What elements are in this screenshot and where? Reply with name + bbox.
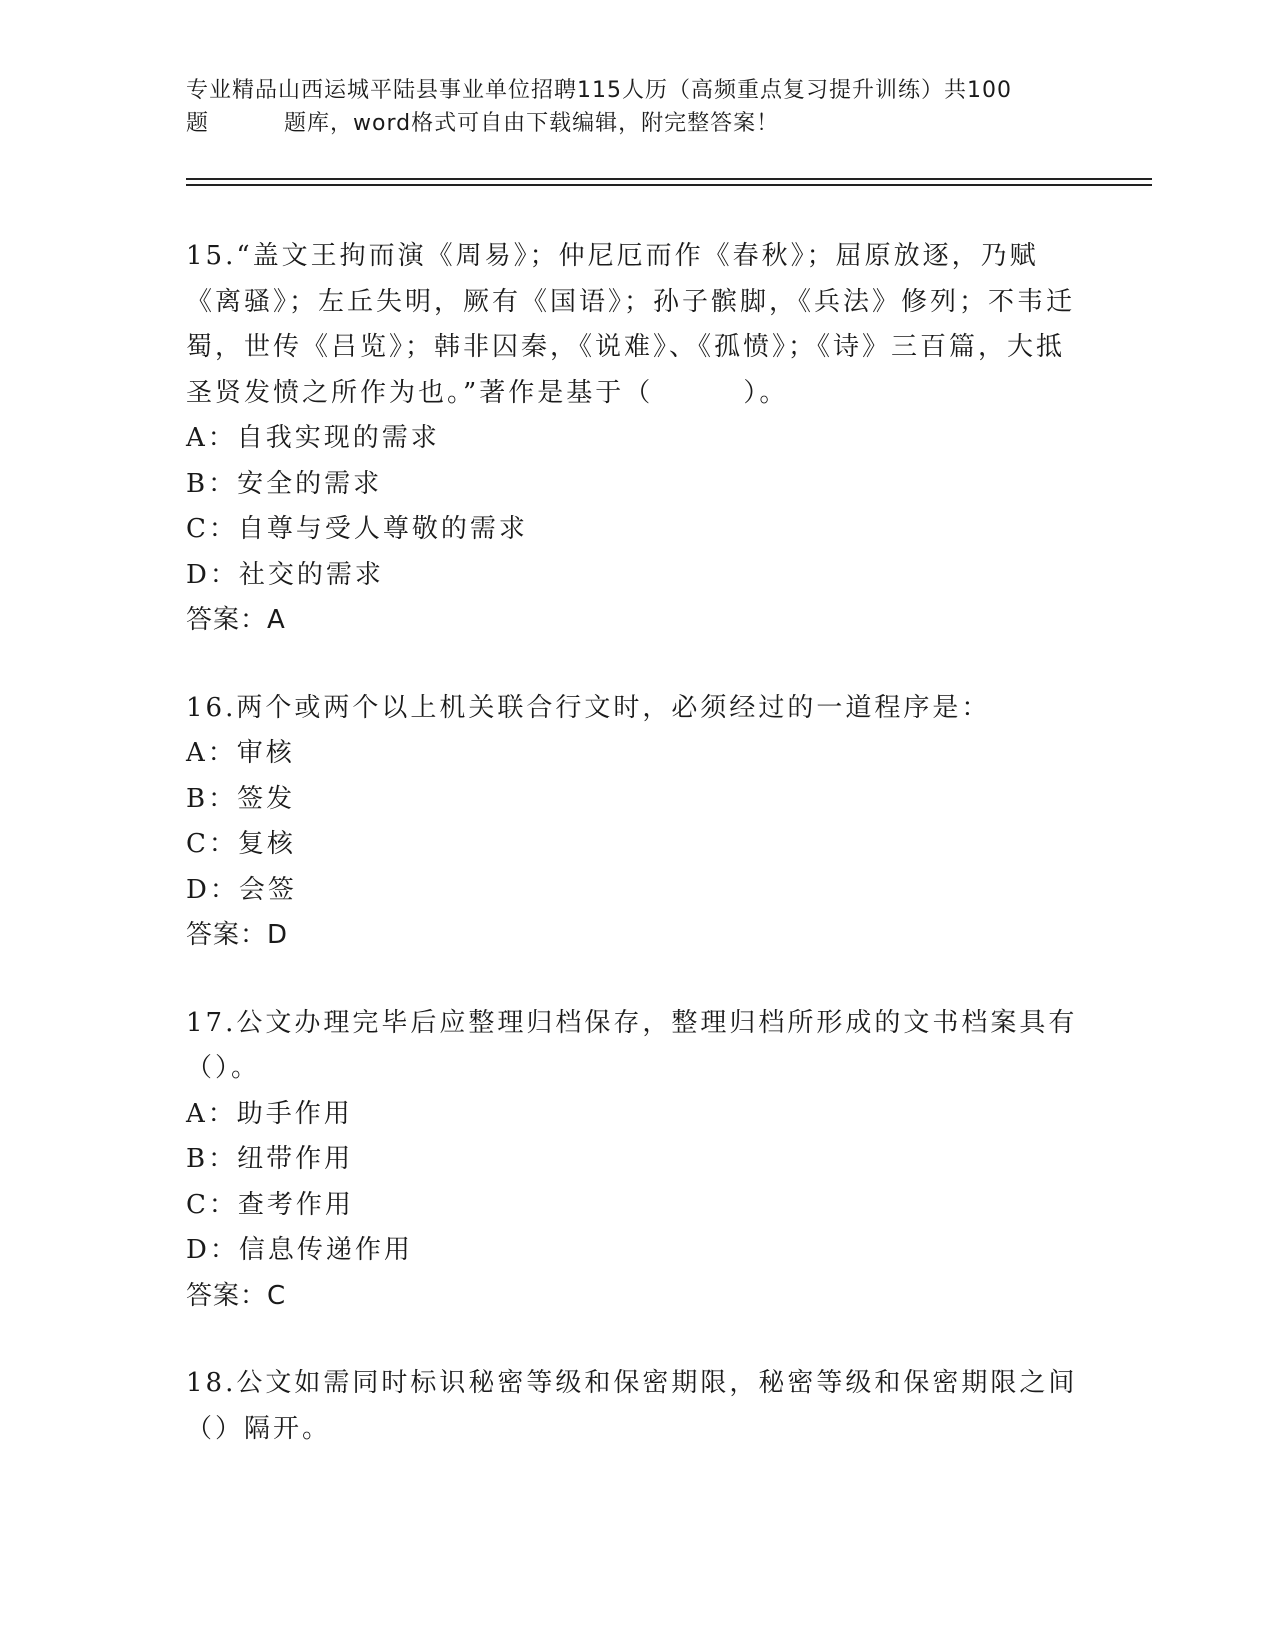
header-line2-lead: 题 [186, 111, 210, 136]
header-title-line2 [186, 107, 1086, 140]
question-15 [186, 234, 1086, 644]
question-text: 16.两个或两个以上机关联合行文时，必须经过的一道程序是： [186, 692, 991, 723]
option-d: D：信息传递作用 [186, 1235, 413, 1265]
option-d: D：会签 [186, 874, 297, 905]
question-text: 18.公文如需同时标识秘密等级和保密期限，秘密等级和保密期限之间（）隔开。 [186, 1368, 1078, 1444]
question-18 [186, 1361, 1086, 1452]
header-divider-top [186, 178, 1152, 180]
option-d: D：社交的需求 [186, 559, 384, 590]
option-b: B：签发 [186, 783, 296, 814]
header-line2-text: 题库，word格式可自由下载编辑，附完整答案！ [284, 111, 780, 136]
answer: 答案：A [186, 605, 286, 635]
option-a: A：自我实现的需求 [186, 423, 440, 453]
document-header [186, 74, 1086, 140]
option-c: C：复核 [186, 829, 296, 859]
question-17 [186, 1001, 1086, 1320]
question-list [186, 234, 1086, 1494]
header-divider-bottom [186, 184, 1152, 186]
option-a: A：助手作用 [186, 1098, 353, 1129]
question-16 [186, 686, 1086, 959]
option-a: A：审核 [186, 738, 295, 768]
header-title-line1: 专业精品山西运城平陆县事业单位招聘115人历（高频重点复习提升训练）共100 [186, 78, 1012, 103]
option-b: B：纽带作用 [186, 1144, 354, 1174]
question-text: 15.“盖文王拘而演《周易》；仲尼厄而作《春秋》；屈原放逐，乃赋《离骚》；左丘失明，厥有《国语》；孙子髌脚，《兵法》修列；不韦迁蜀，世传《吕览》；韩非囚秦，《说难》、《孤愤》；《诗》三百篇，大抵圣贤发愤之所作为也。”著作是基于（ ）。 [186, 241, 1076, 408]
option-c: C：查考作用 [186, 1189, 354, 1220]
option-b: B：安全的需求 [186, 468, 383, 499]
answer: 答案：C [186, 1280, 287, 1311]
answer: 答案：D [186, 920, 289, 950]
option-c: C：自尊与受人尊敬的需求 [186, 514, 528, 544]
question-text: 17.公文办理完毕后应整理归档保存，整理归档所形成的文书档案具有（）。 [186, 1007, 1078, 1083]
